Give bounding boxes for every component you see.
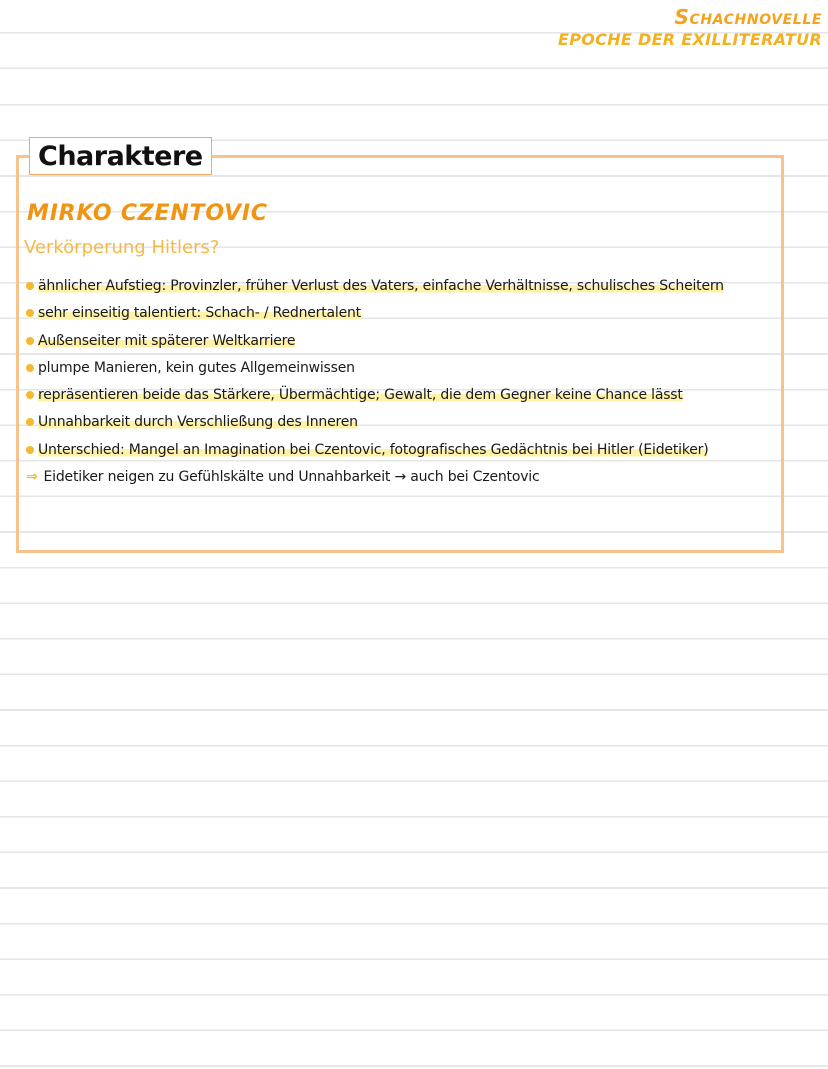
note-text: Eidetiker neigen zu Gefühlskälte und Unnahbarkeit → auch bei Czentovic xyxy=(43,469,540,486)
note-text: plumpe Manieren, kein gutes Allgemeinwissen xyxy=(38,359,355,376)
character-name: MIRKO CZENTOVIC xyxy=(27,201,268,226)
document-subtitle: EPOCHE DER EXILLITERATUR xyxy=(558,30,822,49)
note-text: Unnahbarkeit durch Verschließung des Inneren xyxy=(38,414,358,431)
arrow-icon: ⇒ xyxy=(26,469,38,486)
note-text: sehr einseitig talentiert: Schach- / Rednertalent xyxy=(38,305,361,322)
list-item xyxy=(26,409,796,436)
list-item xyxy=(26,355,796,382)
section-heading: Charaktere xyxy=(29,137,212,175)
list-item xyxy=(26,273,796,300)
notes-list xyxy=(26,273,796,491)
bullet-icon xyxy=(26,309,34,317)
bullet-icon xyxy=(26,282,34,290)
bullet-icon xyxy=(26,446,34,454)
page-header xyxy=(558,4,822,50)
list-item xyxy=(26,328,796,355)
list-item xyxy=(26,464,796,491)
character-subtitle: Verkörperung Hitlers? xyxy=(24,237,220,258)
list-item xyxy=(26,300,796,327)
bullet-icon xyxy=(26,391,34,399)
bullet-icon xyxy=(26,337,34,345)
list-item xyxy=(26,382,796,409)
note-text: Außenseiter mit späterer Weltkarriere xyxy=(38,332,296,349)
bullet-icon xyxy=(26,418,34,426)
bullet-icon xyxy=(26,364,34,372)
note-text: Unterschied: Mangel an Imagination bei Czentovic, fotografisches Gedächtnis bei Hitler (Eidetiker) xyxy=(38,441,709,458)
list-item xyxy=(26,437,796,464)
note-text: repräsentieren beide das Stärkere, Übermächtige; Gewalt, die dem Gegner keine Chance lässt xyxy=(38,387,683,404)
note-text: ähnlicher Aufstieg: Provinzler, früher Verlust des Vaters, einfache Verhältnisse, schulisches Scheitern xyxy=(38,278,724,294)
document-title: Schachnovelle xyxy=(674,5,822,29)
